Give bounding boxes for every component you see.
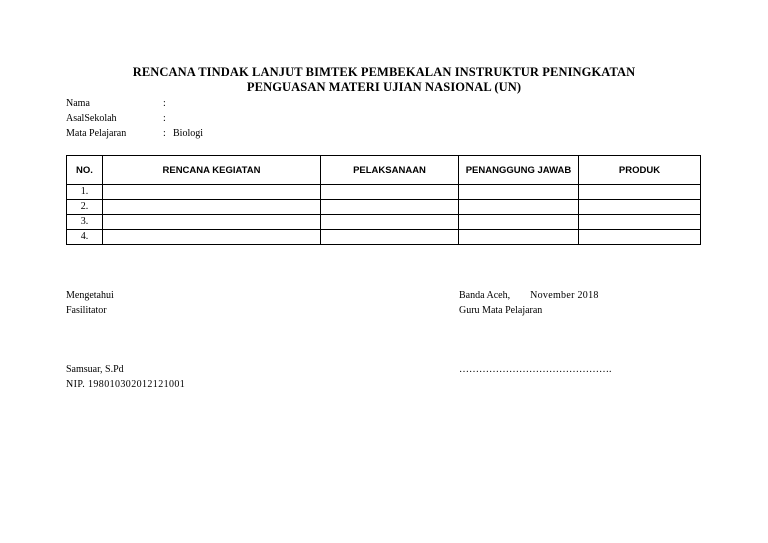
column-header-pelaksanaan: PELAKSANAAN: [321, 156, 459, 185]
fasilitator-label: Fasilitator: [66, 305, 107, 316]
cell-pelaksanaan: [321, 215, 459, 230]
field-label: AsalSekolah: [66, 113, 117, 124]
field-colon: :: [163, 128, 166, 139]
row-number: 1.: [67, 185, 103, 200]
column-header-rencana-kegiatan: RENCANA KEGIATAN: [103, 156, 321, 185]
cell-produk: [579, 230, 701, 245]
mengetahui-label: Mengetahui: [66, 290, 114, 301]
column-header-produk: PRODUK: [579, 156, 701, 185]
row-number: 2.: [67, 200, 103, 215]
fasilitator-name: Samsuar, S.Pd: [66, 364, 124, 375]
column-header-penanggung-jawab: PENANGGUNG JAWAB: [459, 156, 579, 185]
table-row: [67, 200, 701, 215]
field-label: Mata Pelajaran: [66, 128, 127, 139]
cell-penanggung-jawab: [459, 230, 579, 245]
cell-penanggung-jawab: [459, 200, 579, 215]
cell-produk: [579, 215, 701, 230]
cell-penanggung-jawab: [459, 215, 579, 230]
signatory-right: [459, 362, 612, 377]
cell-pelaksanaan: [321, 185, 459, 200]
cell-rencana-kegiatan: [103, 200, 321, 215]
field-colon: :: [163, 113, 166, 124]
cell-produk: [579, 200, 701, 215]
field-colon: :: [163, 98, 166, 109]
guru-name-line: ……………………………………….: [459, 364, 612, 375]
field-value: Biologi: [173, 128, 204, 139]
signatory-left: [66, 362, 185, 392]
document-title-line-1: RENCANA TINDAK LANJUT BIMTEK PEMBEKALAN INSTRUKTUR PENINGKATAN: [132, 65, 636, 79]
signature-block-right: [459, 288, 599, 318]
row-number: 4.: [67, 230, 103, 245]
cell-rencana-kegiatan: [103, 230, 321, 245]
cell-produk: [579, 185, 701, 200]
signature-block-left: [66, 288, 114, 318]
row-number: 3.: [67, 215, 103, 230]
table-row: [67, 230, 701, 245]
fasilitator-nip: NIP. 198010302012121001: [66, 379, 186, 390]
cell-pelaksanaan: [321, 230, 459, 245]
table-row: [67, 185, 701, 200]
cell-rencana-kegiatan: [103, 215, 321, 230]
table-header-row: [67, 156, 701, 185]
column-header-no: NO.: [67, 156, 103, 185]
place-label: Banda Aceh,: [459, 290, 511, 301]
table-row: [67, 215, 701, 230]
plan-table: [66, 155, 701, 245]
guru-role-label: Guru Mata Pelajaran: [459, 305, 543, 316]
place-date-line: [459, 288, 599, 303]
date-month-year: November 2018: [530, 290, 599, 301]
cell-penanggung-jawab: [459, 185, 579, 200]
field-label: Nama: [66, 98, 90, 109]
cell-pelaksanaan: [321, 200, 459, 215]
cell-rencana-kegiatan: [103, 185, 321, 200]
document-title-line-2: PENGUASAN MATERI UJIAN NASIONAL (UN): [246, 80, 522, 94]
